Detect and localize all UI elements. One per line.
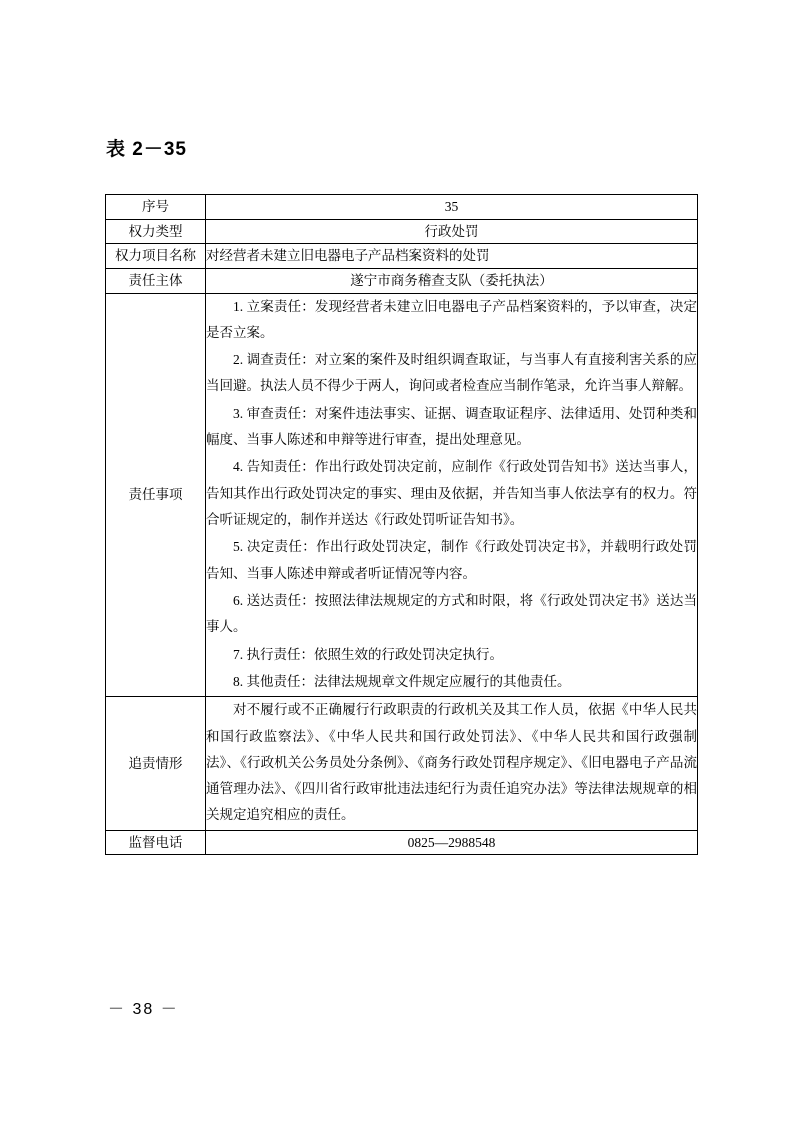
table-row [106,244,698,269]
row-label-power-type: 权力类型 [106,219,206,244]
table-row [106,219,698,244]
accountability-text: 对不履行或不正确履行行政职责的行政机关及其工作人员，依据《中华人民共和国行政监察法》、《中华人民共和国行政处罚法》、《中华人民共和国行政强制法》、《行政机关公务员处分条例》、《商务行政处罚程序规定》、《旧电器电子产品流通管理办法》、《四川省行政审批违法违纪行为责任追究办法》等法律法规规章的相关规定追究相应的责任。 [206,702,697,823]
row-value-accountability [206,697,698,831]
page-title: 表 2－35 [106,139,187,160]
row-value-responsible-body: 遂宁市商务稽查支队（委托执法） [206,268,698,293]
duty-item: 5. 决定责任：作出行政处罚决定，制作《行政处罚决定书》，并载明行政处罚告知、当事人陈述申辩或者听证情况等内容。 [206,539,697,581]
table-row [106,195,698,220]
row-label-responsible-body: 责任主体 [106,268,206,293]
row-value-power-type: 行政处罚 [206,219,698,244]
duty-item: 8. 其他责任：法律法规规章文件规定应履行的其他责任。 [233,673,571,689]
duty-item: 1. 立案责任：发现经营者未建立旧电器电子产品档案资料的，予以审查，决定是否立案。 [206,298,697,340]
row-label-supervision-phone: 监督电话 [106,830,206,855]
row-value-serial: 35 [206,195,698,220]
table-row [106,830,698,855]
row-label-serial: 序号 [106,195,206,220]
table-row [106,268,698,293]
duty-item: 3. 审查责任：对案件违法事实、证据、调查取证程序、法律适用、处罚种类和幅度、当事人陈述和申辩等进行审查，提出处理意见。 [206,405,697,448]
table-row-duties [106,293,698,697]
row-value-power-name: 对经营者未建立旧电器电子产品档案资料的处罚 [206,244,698,269]
duty-item: 2. 调查责任：对立案的案件及时组织调查取证，与当事人有直接利害关系的应当回避。执法人员不得少于两人，询问或者检查应当制作笔录，允许当事人辩解。 [206,352,697,394]
row-value-supervision-phone: 0825—2988548 [206,830,698,855]
page-number: － 38 － [108,1001,179,1018]
duty-item: 4. 告知责任：作出行政处罚决定前，应制作《行政处罚告知书》送达当事人，告知其作出行政处罚决定的事实、理由及依据，并告知当事人依法享有的权力。符合听证规定的，制作并送达《行政处罚听证告知书》。 [206,459,697,527]
power-item-table [105,194,698,855]
row-label-accountability: 追责情形 [106,697,206,831]
duty-item: 7. 执行责任：依照生效的行政处罚决定执行。 [233,646,503,662]
duty-item: 6. 送达责任：按照法律法规规定的方式和时限，将《行政处罚决定书》送达当事人。 [206,592,697,635]
row-label-duties: 责任事项 [106,293,206,697]
table-row-accountability [106,697,698,831]
row-value-duties [206,293,698,697]
row-label-power-name: 权力项目名称 [106,244,206,269]
